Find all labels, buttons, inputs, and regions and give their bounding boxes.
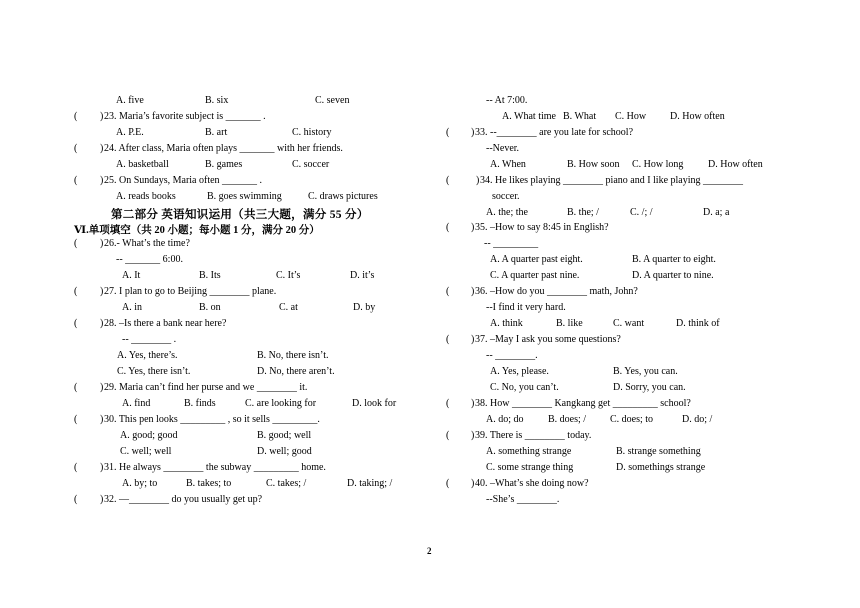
q30-option-a: A. good; good <box>120 430 178 441</box>
q32-option-c: C. How <box>615 111 647 122</box>
q27-question: 27. I plan to go to Beijing ________ plane. <box>104 286 277 297</box>
q38-option-c: C. does; to <box>610 414 654 425</box>
q32-paren-close: ) <box>100 494 104 505</box>
q36-option-a: A. think <box>490 318 523 329</box>
q26-option-a: A. It <box>122 270 141 281</box>
q29-question: 29. Maria can’t find her purse and we ________ it. <box>104 382 308 393</box>
q39-option-c: C. some strange thing <box>486 462 574 473</box>
q38-option-d: D. do; / <box>682 414 713 425</box>
q35-option-c: C. A quarter past nine. <box>490 270 580 281</box>
q33-paren: ( <box>446 127 450 138</box>
q37-option-b: B. Yes, you can. <box>613 366 678 377</box>
q37-response: -- ________. <box>486 350 538 361</box>
q35-option-d: D. A quarter to nine. <box>632 270 714 281</box>
q29-paren-close: ) <box>100 382 104 393</box>
q39-option-a: A. something strange <box>486 446 572 457</box>
q30-option-b: B. good; well <box>257 430 312 441</box>
q34-option-c: C. /; / <box>630 207 653 218</box>
q28-option-a: A. Yes, there’s. <box>117 350 178 361</box>
q31-option-b: B. takes; to <box>186 478 232 489</box>
section-title: 第二部分 英语知识运用（共三大题，满分 55 分） <box>111 209 369 221</box>
q35-paren-close: ) <box>471 222 475 233</box>
q33-response: --Never. <box>486 143 520 154</box>
q35-paren: ( <box>446 222 450 233</box>
q34-paren: ( <box>446 175 450 186</box>
q37-paren-close: ) <box>471 334 475 345</box>
q28-paren-close: ) <box>100 318 104 329</box>
q28-question: 28. –Is there a bank near here? <box>104 318 227 329</box>
q23-option-c: C. history <box>292 127 332 138</box>
q27-option-b: B. on <box>199 302 221 313</box>
q39-option-b: B. strange something <box>616 446 701 457</box>
q36-paren: ( <box>446 286 450 297</box>
q26-option-c: C. It’s <box>276 270 301 281</box>
q37-paren: ( <box>446 334 450 345</box>
q30-question: 30. This pen looks _________ , so it sells _________. <box>104 414 320 425</box>
q27-paren-close: ) <box>100 286 104 297</box>
q35-response: -- _________ <box>484 238 539 249</box>
q31-option-d: D. taking; / <box>347 478 393 489</box>
q30-paren: ( <box>74 414 78 425</box>
q23-paren-close: ) <box>100 111 104 122</box>
q24-paren: ( <box>74 143 78 154</box>
q31-option-a: A. by; to <box>122 478 158 489</box>
q23-option-b: B. art <box>205 127 228 138</box>
q38-question: 38. How ________ Kangkang get _________ school? <box>475 398 691 409</box>
q33-option-a: A. When <box>490 159 526 170</box>
q25-option-c: C. draws pictures <box>308 191 378 202</box>
q22-option-a: A. five <box>116 95 144 106</box>
q36-question: 36. –How do you ________ math, John? <box>475 286 638 297</box>
q27-option-c: C. at <box>279 302 298 313</box>
q29-option-c: C. are looking for <box>245 398 317 409</box>
q30-paren-close: ) <box>100 414 104 425</box>
q29-option-b: B. finds <box>184 398 216 409</box>
q29-option-a: A. find <box>122 398 151 409</box>
q31-option-c: C. takes; / <box>266 478 307 489</box>
page-number: 2 <box>427 546 432 556</box>
q31-question: 31. He always ________ the subway _________ home. <box>104 462 326 473</box>
q26-paren-close: ) <box>100 238 104 249</box>
q33-option-d: D. How often <box>708 159 763 170</box>
q38-paren-close: ) <box>471 398 475 409</box>
q29-paren: ( <box>74 382 78 393</box>
q31-paren: ( <box>74 462 78 473</box>
q26-paren: ( <box>74 238 78 249</box>
q34-option-b: B. the; / <box>567 207 599 218</box>
q34-option-a: A. the; the <box>486 207 528 218</box>
q36-option-c: C. want <box>613 318 645 329</box>
q38-option-a: A. do; do <box>486 414 524 425</box>
subsection-title: Ⅵ.单项填空（共 20 小题；每小题 1 分，满分 20 分） <box>74 225 320 236</box>
q35-option-b: B. A quarter to eight. <box>632 254 716 265</box>
q39-paren-close: ) <box>471 430 475 441</box>
q35-question: 35. –How to say 8:45 in English? <box>475 222 609 233</box>
q30-option-d: D. well; good <box>257 446 312 457</box>
q31-paren-close: ) <box>100 462 104 473</box>
q39-question: 39. There is ________ today. <box>475 430 592 441</box>
q38-paren: ( <box>446 398 450 409</box>
q33-paren-close: ) <box>471 127 475 138</box>
q24-option-c: C. soccer <box>292 159 330 170</box>
q25-option-b: B. goes swimming <box>207 191 282 202</box>
q25-paren-close: ) <box>100 175 104 186</box>
q22-option-b: B. six <box>205 95 229 106</box>
q40-paren: ( <box>446 478 450 489</box>
q36-option-b: B. like <box>556 318 583 329</box>
q26-response: -- _______ 6:00. <box>116 254 183 265</box>
q36-response: --I find it very hard. <box>486 302 566 313</box>
q33-option-c: C. How long <box>632 159 684 170</box>
q28-option-c: C. Yes, there isn’t. <box>117 366 191 377</box>
q27-option-d: D. by <box>353 302 376 313</box>
q27-paren: ( <box>74 286 78 297</box>
q26-option-d: D. it’s <box>350 270 375 281</box>
q30-option-c: C. well; well <box>120 446 172 457</box>
q39-paren: ( <box>446 430 450 441</box>
q23-option-a: A. P.E. <box>116 127 144 138</box>
q25-option-a: A. reads books <box>116 191 176 202</box>
q39-option-d: D. somethings strange <box>616 462 706 473</box>
q40-response: --She’s ________. <box>486 494 560 505</box>
q34-continuation: soccer. <box>492 191 520 202</box>
q32-paren: ( <box>74 494 78 505</box>
q38-option-b: B. does; / <box>548 414 587 425</box>
q34-question: 34. He likes playing ________ piano and I like playing ________ <box>480 175 744 186</box>
q33-question: 33. --________ are you late for school? <box>475 127 634 138</box>
q29-option-d: D. look for <box>352 398 397 409</box>
q24-option-a: A. basketball <box>116 159 169 170</box>
q37-question: 37. –May I ask you some questions? <box>475 334 621 345</box>
q34-paren-close: ) <box>476 175 480 186</box>
q28-response: -- ________ . <box>122 334 177 345</box>
q33-option-b: B. How soon <box>567 159 620 170</box>
q28-paren: ( <box>74 318 78 329</box>
q32-option-a: A. What time <box>502 111 556 122</box>
q36-option-d: D. think of <box>676 318 720 329</box>
q36-paren-close: ) <box>471 286 475 297</box>
q40-paren-close: ) <box>471 478 475 489</box>
q32-answer: -- At 7:00. <box>486 95 528 106</box>
q27-option-a: A. in <box>122 302 142 313</box>
q40-question: 40. –What’s she doing now? <box>475 478 589 489</box>
q24-question: 24. After class, Maria often plays _______ with her friends. <box>104 143 343 154</box>
q28-option-b: B. No, there isn’t. <box>257 350 329 361</box>
q35-option-a: A. A quarter past eight. <box>490 254 583 265</box>
q23-paren: ( <box>74 111 78 122</box>
q25-question: 25. On Sundays, Maria often _______ . <box>104 175 263 186</box>
q25-paren: ( <box>74 175 78 186</box>
q32-question: 32. —________ do you usually get up? <box>104 494 263 505</box>
q28-option-d: D. No, there aren’t. <box>257 366 335 377</box>
q37-option-a: A. Yes, please. <box>490 366 549 377</box>
q37-option-d: D. Sorry, you can. <box>613 382 686 393</box>
q26-option-b: B. Its <box>199 270 221 281</box>
q34-option-d: D. a; a <box>703 207 730 218</box>
q37-option-c: C. No, you can’t. <box>490 382 559 393</box>
q24-option-b: B. games <box>205 159 243 170</box>
q32-option-d: D. How often <box>670 111 725 122</box>
q26-question: 26.- What’s the time? <box>104 238 190 249</box>
q32-option-b: B. What <box>563 111 597 122</box>
q22-option-c: C. seven <box>315 95 350 106</box>
q24-paren-close: ) <box>100 143 104 154</box>
q23-question: 23. Maria’s favorite subject is _______ . <box>104 111 266 122</box>
